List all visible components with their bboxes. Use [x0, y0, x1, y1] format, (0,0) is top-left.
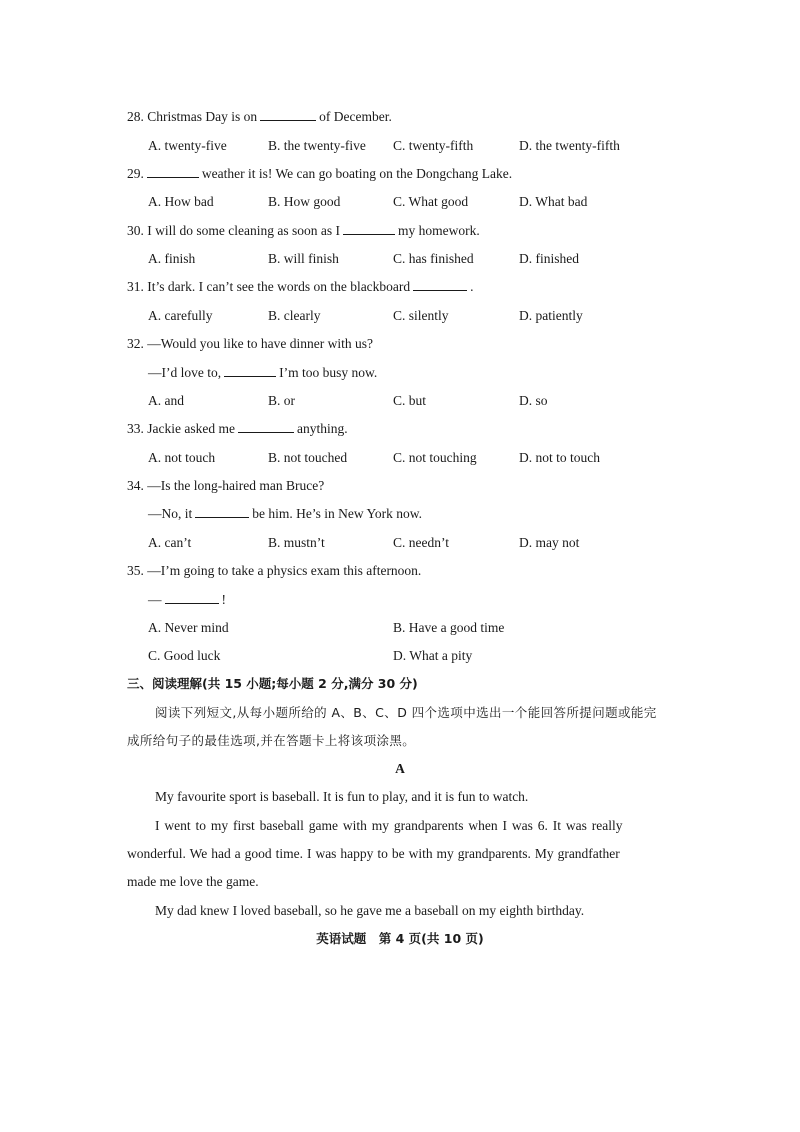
question-33-text: 33. Jackie asked me	[127, 421, 235, 436]
option-b: B. will finish	[268, 251, 339, 266]
passage-paragraph-1: My favourite sport is baseball. It is fun to play, and it is fun to watch.	[155, 789, 529, 804]
question-34-text-end: be him. He’s in New York now.	[252, 506, 423, 521]
option-d: D. so	[519, 393, 548, 408]
question-28	[127, 108, 392, 126]
passage-label: A	[395, 761, 405, 776]
option-a: A. Never mind	[148, 620, 229, 635]
question-34	[148, 505, 422, 523]
question-30-text-end: my homework.	[397, 223, 480, 238]
option-c: C. silently	[393, 308, 449, 323]
section-heading: 三、阅读理解(共 15 小题;每小题 2 分,满分 30 分)	[127, 676, 418, 691]
passage-paragraph-3: My dad knew I loved baseball, so he gave me a baseball on my eighth birthday.	[155, 903, 585, 918]
answer-blank	[260, 108, 316, 121]
option-c: C. but	[393, 393, 427, 408]
option-b: B. Have a good time	[393, 620, 505, 635]
answer-blank	[238, 420, 294, 433]
question-31-text: 31. It’s dark. I can’t see the words on the blackboard	[127, 279, 411, 294]
question-32-text: —I’d love to,	[148, 365, 222, 380]
question-29-number: 29.	[127, 166, 144, 181]
answer-blank	[147, 165, 199, 178]
option-a: A. finish	[148, 251, 196, 266]
option-c: C. Good luck	[148, 648, 221, 663]
answer-blank	[195, 505, 249, 518]
option-a: A. can’t	[148, 535, 192, 550]
answer-blank	[224, 364, 276, 377]
question-28-text-end: of December.	[319, 109, 392, 124]
option-a: A. and	[148, 393, 184, 408]
section-instruction-continued: 成所给句子的最佳选项,并在答题卡上将该项涂黑。	[127, 733, 416, 748]
answer-blank	[413, 278, 467, 291]
option-b: B. mustn’t	[268, 535, 325, 550]
option-a: A. carefully	[148, 308, 213, 323]
option-d: D. patiently	[519, 308, 583, 323]
question-32	[148, 364, 377, 382]
option-d: D. may not	[519, 535, 580, 550]
option-a: A. How bad	[148, 194, 214, 209]
question-31-text-end: .	[470, 279, 474, 294]
question-28-text: 28. Christmas Day is on	[127, 109, 258, 124]
question-35-prompt: 35. —I’m going to take a physics exam this afternoon.	[127, 563, 422, 578]
option-c: C. needn’t	[393, 535, 449, 550]
passage-paragraph-2: I went to my first baseball game with my grandparents when I was 6. It was really	[155, 818, 623, 833]
option-a: A. twenty-five	[148, 138, 227, 153]
question-35-dash: —	[148, 592, 162, 607]
question-29	[127, 165, 512, 183]
option-d: D. the twenty-fifth	[519, 138, 620, 153]
option-c: C. not touching	[393, 450, 477, 465]
answer-blank	[165, 591, 219, 604]
question-33	[127, 420, 348, 438]
question-35-text-end: !	[221, 592, 226, 607]
option-c: C. What good	[393, 194, 469, 209]
section-instruction: 阅读下列短文,从每小题所给的 A、B、C、D 四个选项中选出一个能回答所提问题或能完	[155, 705, 657, 720]
option-b: B. the twenty-five	[268, 138, 366, 153]
question-30-text: 30. I will do some cleaning as soon as I	[127, 223, 340, 238]
question-29-text: weather it is! We can go boating on the Dongchang Lake.	[201, 166, 513, 181]
option-b: B. or	[268, 393, 295, 408]
option-c: C. twenty-fifth	[393, 138, 474, 153]
question-31	[127, 278, 474, 296]
question-30	[127, 222, 480, 240]
question-33-text-end: anything.	[296, 421, 348, 436]
question-34-prompt: 34. —Is the long-haired man Bruce?	[127, 478, 325, 493]
question-32-prompt: 32. —Would you like to have dinner with us?	[127, 336, 373, 351]
option-d: D. finished	[519, 251, 579, 266]
option-c: C. has finished	[393, 251, 474, 266]
option-a: A. not touch	[148, 450, 216, 465]
passage-paragraph-2-end: made me love the game.	[127, 874, 259, 889]
option-b: B. How good	[268, 194, 341, 209]
question-32-text-end: I’m too busy now.	[279, 365, 378, 380]
option-b: B. clearly	[268, 308, 321, 323]
option-b: B. not touched	[268, 450, 348, 465]
option-d: D. What a pity	[393, 648, 473, 663]
question-34-text: —No, it	[148, 506, 193, 521]
question-35	[148, 591, 226, 609]
passage-paragraph-2-cont: wonderful. We had a good time. I was happy to be with my grandparents. My grandfather	[127, 846, 620, 861]
page-footer: 英语试题 第 4 页(共 10 页)	[316, 931, 484, 946]
option-d: D. What bad	[519, 194, 588, 209]
answer-blank	[343, 222, 395, 235]
option-d: D. not to touch	[519, 450, 600, 465]
